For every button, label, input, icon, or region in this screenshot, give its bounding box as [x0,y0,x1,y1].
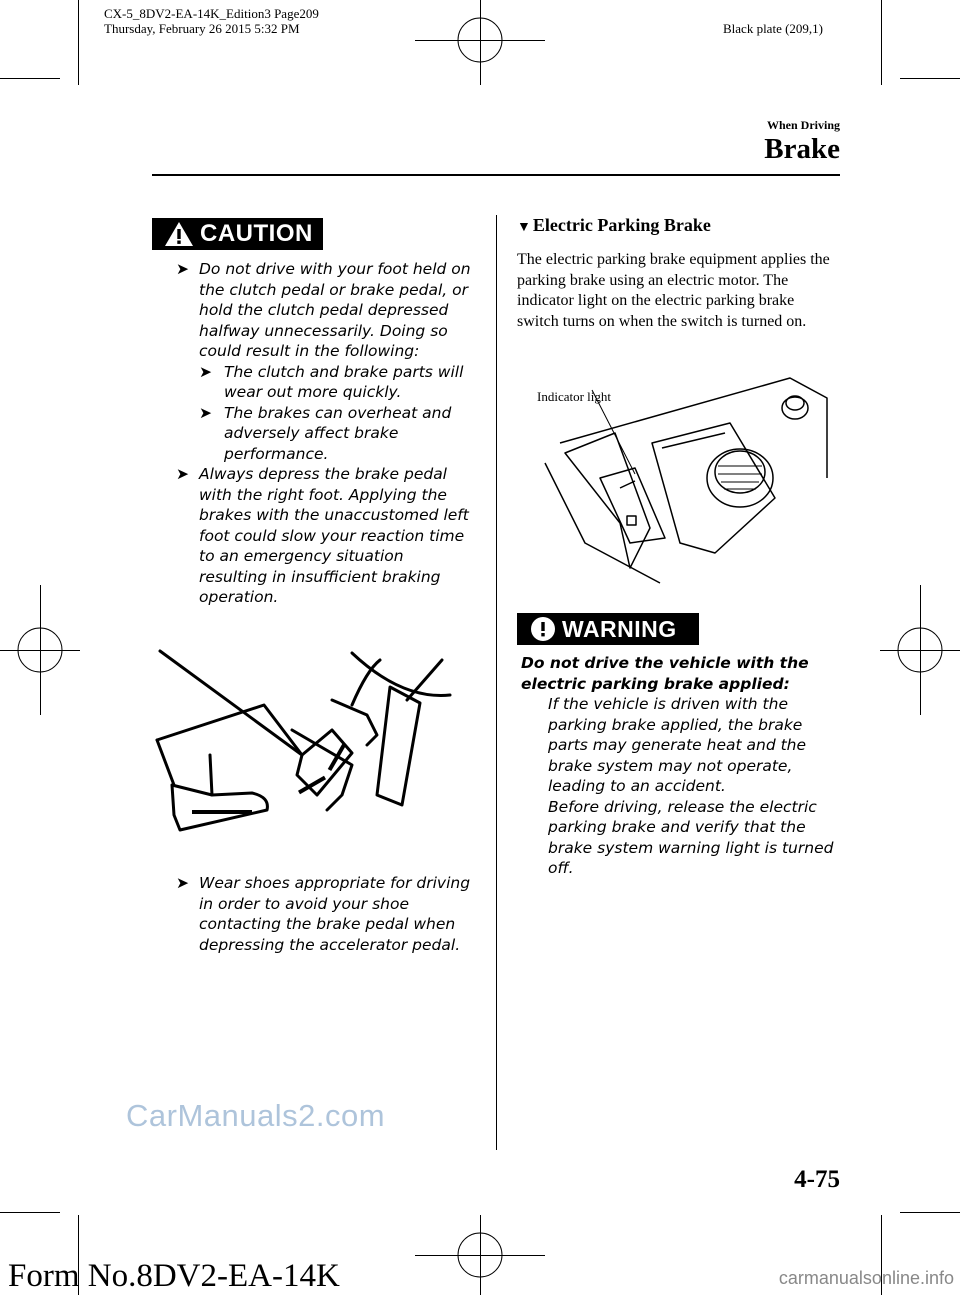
header-rule [152,174,840,176]
pedal-illustration [152,645,452,835]
triangle-down-icon: ▼ [517,220,531,235]
print-meta-line2: Thursday, February 26 2015 5:32 PM [104,21,300,36]
caution-item: ➤ Always depress the brake pedal with the right foot. Applying the brakes with the unaccustomed left foot could slow your reaction time to an emergency situation resulting in insufficient braking operation. [176,465,469,606]
caution-label: CAUTION [200,220,313,247]
caution-item: ➤ Do not drive with your foot held on the clutch pedal or brake pedal, or hold the clutch pedal depressed halfway unnecessarily. Doing so could result in the following: [176,260,471,360]
epb-body: The electric parking brake equipment applies the parking brake using an electric motor. The indicator light on the electric parking brake switch turns on when the switch is turned on. [517,251,830,330]
warning-text: If the vehicle is driven with the parking brake applied, the brake parts may generate heat and the brake system may not operate, leading to an accident. [548,695,807,795]
caution-body [176,259,476,608]
warning-bold: Do not drive the vehicle with the electric parking brake applied: [521,654,809,693]
warning-label: WARNING [562,615,677,642]
caution-after-figure [176,873,476,955]
plate-label: Black plate (209,1) [723,21,823,36]
form-number: Form No.8DV2-EA-14K [8,1258,340,1294]
epb-heading-text: Electric Parking Brake [532,215,711,235]
caution-item-text: Always depress the brake pedal with the right foot. Applying the brakes with the unaccustomed left foot could slow your reaction time to an emergency situation resulting in insufficient braking operation. [199,465,469,606]
print-meta-line1: CX-5_8DV2-EA-14K_Edition3 Page209 [104,6,319,21]
section-name: When Driving [766,118,840,132]
page-title: Brake [764,133,840,165]
warning-text: Before driving, release the electric parking brake and verify that the brake system warning light is turned off. [548,797,834,877]
page-number: 4-75 [794,1166,840,1193]
epb-heading [517,215,711,236]
caution-subitem: ➤ The brakes can overheat and adversely affect brake performance. [199,403,452,463]
caution-icon [162,219,196,249]
watermark: CarManuals2.com [126,1098,386,1133]
print-meta [104,6,319,36]
caution-subitem-text: The brakes can overheat and adversely affect brake performance. [224,403,452,463]
warning-icon [530,616,556,642]
caution-item: ➤ Wear shoes appropriate for driving in order to avoid your shoe contacting the brake pedal when depressing the accelerator pedal. [176,874,471,954]
warning-body [521,653,846,879]
caution-item-text: Do not drive with your foot held on the clutch pedal or brake pedal, or hold the clutch pedal depressed halfway unnecessarily. Doing so could result in the following: [199,260,471,360]
column-divider [496,215,497,1150]
site-watermark: carmanualsonline.info [778,1268,954,1288]
caution-badge [152,218,323,250]
caution-subitem: ➤ The clutch and brake parts will wear out more quickly. [199,362,464,401]
indicator-light-label: Indicator light [537,389,612,404]
caution-subitem-text: The clutch and brake parts will wear out more quickly. [224,362,464,401]
caution-item-text: Wear shoes appropriate for driving in order to avoid your shoe contacting the brake pedal when depressing the accelerator pedal. [199,874,471,954]
warning-badge [517,613,699,645]
